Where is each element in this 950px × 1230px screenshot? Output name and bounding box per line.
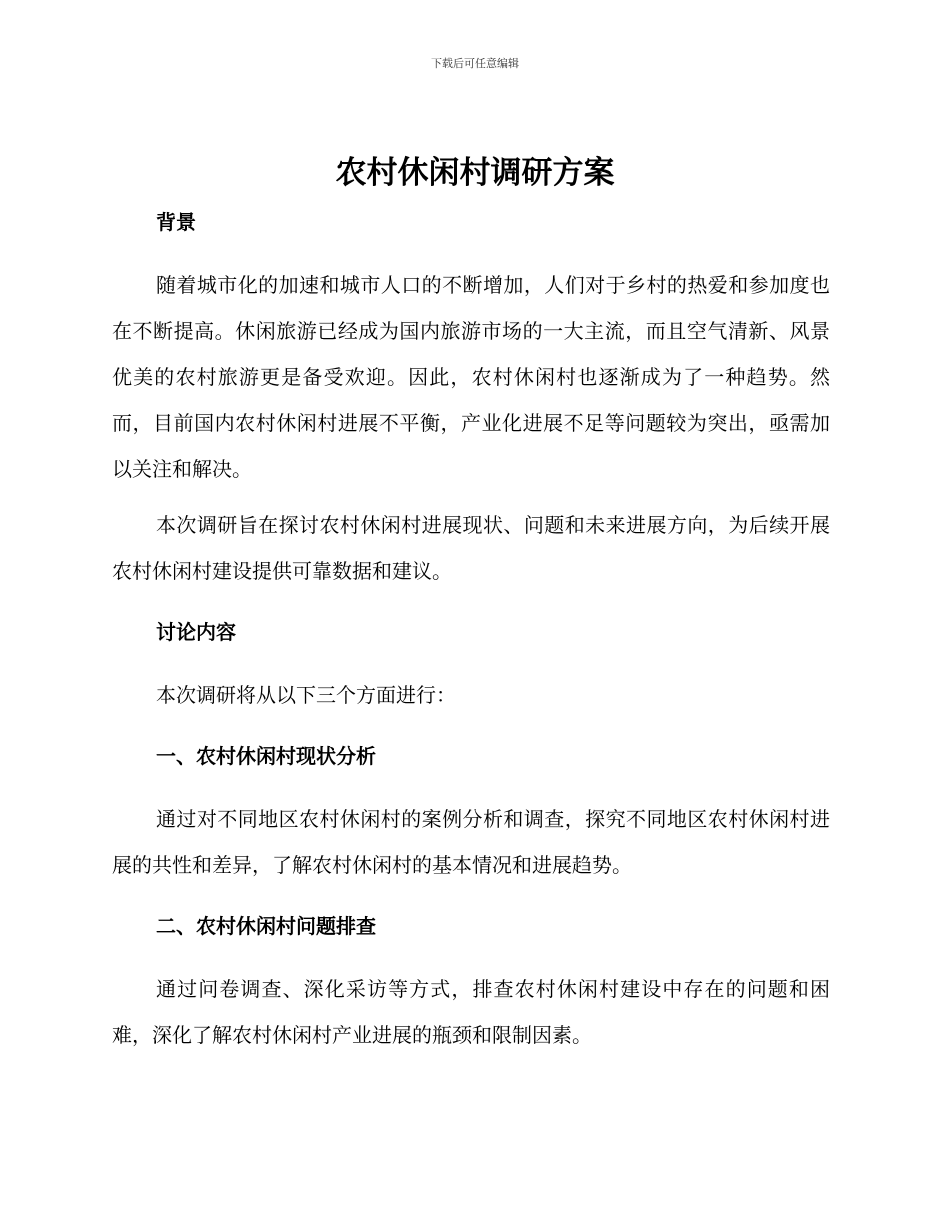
document-title: 农村休闲村调研方案 (335, 155, 615, 191)
item-1-paragraph: 通过对不同地区农村休闲村的案例分析和调查，探究不同地区农村休闲村进展的共性和差异，了解农村休闲村的基本情况和进展趋势。 (112, 807, 830, 877)
document-body (112, 204, 830, 1068)
section-heading-background: 背景 (156, 210, 196, 234)
item-1-heading: 一、农村休闲村现状分析 (156, 744, 376, 768)
background-paragraph-2: 本次调研旨在探讨农村休闲村进展现状、问题和未来进展方向，为后续开展农村休闲村建设提供可靠数据和建议。 (112, 513, 830, 583)
background-paragraph-1: 随着城市化的加速和城市人口的不断增加，人们对于乡村的热爱和参加度也在不断提高。休闲旅游已经成为国内旅游市场的一大主流，而且空气清新、风景优美的农村旅游更是备受欢迎。因此，农村休闲村也逐渐成为了一种趋势。然而，目前国内农村休闲村进展不平衡，产业化进展不足等问题较为突出，亟需加以关注和解决。 (112, 273, 830, 481)
item-2-heading: 二、农村休闲村问题排查 (156, 914, 376, 938)
section-heading-content: 讨论内容 (156, 620, 236, 644)
item-2-paragraph: 通过问卷调查、深化采访等方式，排查农村休闲村建设中存在的问题和困难，深化了解农村休闲村产业进展的瓶颈和限制因素。 (112, 977, 830, 1047)
page-header: 下载后可任意编辑 (431, 57, 519, 70)
content-intro-paragraph: 本次调研将从以下三个方面进行： (156, 683, 456, 707)
